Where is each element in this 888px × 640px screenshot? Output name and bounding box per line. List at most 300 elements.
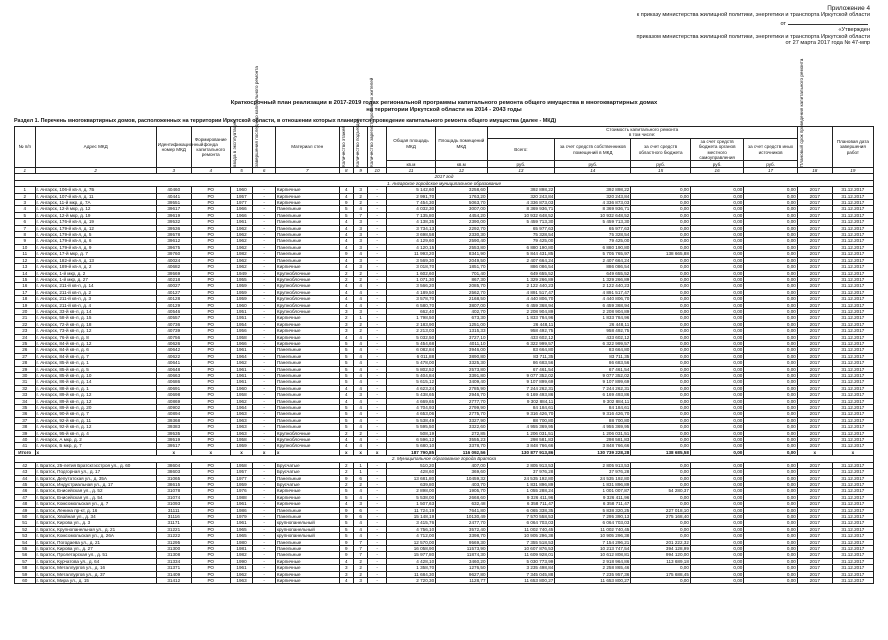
table-cell: 1276,50	[436, 565, 487, 571]
table-cell: 5 680,10	[386, 443, 435, 449]
table-cell: 31222	[156, 533, 191, 539]
table-cell: 2085,70	[436, 283, 487, 289]
table-cell: -	[368, 545, 386, 551]
table-cell: 2 898,00	[386, 488, 435, 494]
table-cell: 1 507,63	[386, 501, 435, 507]
table-cell: г. Ангарск, 92-й кв-л, д. 12	[35, 424, 156, 430]
table-cell: 4	[353, 379, 367, 385]
table-cell: РО	[191, 276, 230, 282]
header-fund: Формирование фонда капитального ремонта	[191, 127, 230, 168]
table-cell: 6 358 711,47	[487, 501, 555, 507]
table-cell: 9 302 884,11	[487, 398, 555, 404]
table-cell: 4	[339, 296, 353, 302]
table-cell: 701,40	[436, 270, 487, 276]
table-cell: 0,00	[690, 494, 743, 500]
table-cell: x	[339, 449, 353, 455]
table-cell: 2	[339, 315, 353, 321]
table-cell: 3	[353, 238, 367, 244]
table-cell: 40129	[156, 302, 191, 308]
table-cell: 2 407 664,24	[555, 257, 631, 263]
table-cell: -	[253, 424, 276, 430]
table-cell: Крупноблочные	[275, 296, 339, 302]
table-cell: -	[253, 232, 276, 238]
table-cell: 9 302 884,11	[555, 398, 631, 404]
header-entrances-label: Количество подъездов	[354, 118, 360, 167]
table-cell: г. Ангарск, 211-й кв-л, д. 14	[35, 283, 156, 289]
table-cell: 31.12.2017	[832, 462, 873, 468]
table-cell: 4	[353, 366, 367, 372]
table-cell: 0,00	[744, 225, 797, 231]
table-cell: -	[368, 340, 386, 346]
appendix-title: Приложение 4	[827, 5, 870, 12]
table-cell: 2	[353, 481, 367, 487]
table-cell: 0,00	[631, 475, 691, 481]
table-cell: 49	[15, 507, 36, 513]
header-completion: Плановая дата завершения работ	[832, 127, 873, 168]
table-cell: г. Ангарск, 76-й кв-л, д. 8	[35, 334, 156, 340]
table-cell: 2049,50	[436, 257, 487, 263]
table-cell: 4	[353, 302, 367, 308]
table-cell: 0,00	[690, 392, 743, 398]
table-cell: 5	[339, 206, 353, 212]
table-cell: Панельные	[275, 366, 339, 372]
table-cell: РО	[191, 200, 230, 206]
table-cell: -	[253, 437, 276, 443]
table-cell: 21	[15, 315, 36, 321]
table-cell: 0,00	[631, 379, 691, 385]
table-cell: 31.12.2017	[832, 264, 873, 270]
table-cell: 11 653 800,27	[487, 578, 555, 584]
table-cell: г. Ангарск, 1-й мкр, д. 27	[35, 276, 156, 282]
table-cell: 4	[353, 411, 367, 417]
table-cell: 1988	[230, 494, 253, 500]
table-cell: 55	[15, 545, 36, 551]
table-cell: 0,00	[690, 539, 743, 545]
table-cell: г. Ангарск, 72-й кв-л, д. 18	[35, 321, 156, 327]
header-address: Адрес МКД	[35, 127, 156, 168]
table-cell: Кирпичные	[275, 565, 339, 571]
table-cell: 1955	[230, 276, 253, 282]
table-cell: 0,00	[690, 360, 743, 366]
table-cell: -	[368, 398, 386, 404]
table-cell: 2553,80	[436, 244, 487, 250]
table-cell: 2017	[797, 193, 832, 199]
table-cell: РО	[191, 379, 230, 385]
table-cell: г. Ангарск, 88-й кв-л, д. 1	[35, 385, 156, 391]
table-cell: 11	[386, 168, 435, 174]
table-cell: 2017	[797, 481, 832, 487]
table-cell: РО	[191, 488, 230, 494]
table-cell: Панельные	[275, 219, 339, 225]
table-cell: 9 107 899,69	[487, 379, 555, 385]
table-cell: 1 055 288,24	[487, 488, 555, 494]
table-cell: -	[368, 232, 386, 238]
table-cell: 3	[353, 264, 367, 270]
table-cell: 2	[353, 321, 367, 327]
table-cell: -	[253, 501, 276, 507]
table-cell: Кирпичные	[275, 578, 339, 584]
table-cell: 4	[353, 251, 367, 257]
table-cell: 8 369 936,71	[555, 206, 631, 212]
table-cell: 0,00	[744, 526, 797, 532]
table-cell: 24	[15, 334, 36, 340]
table-cell: 1977	[230, 475, 253, 481]
table-cell: 0,00	[631, 578, 691, 584]
table-cell: 1949	[230, 270, 253, 276]
table-cell: 54 280,37	[631, 488, 691, 494]
table-cell: x	[156, 449, 191, 455]
table-cell: 994 120,00	[631, 552, 691, 558]
table-cell: 83 711,35	[555, 353, 631, 359]
table-cell: 15 977,80	[386, 552, 435, 558]
table-cell: РО	[191, 545, 230, 551]
table-cell: 4 891 517,47	[487, 289, 555, 295]
table-cell: 31.12.2017	[832, 475, 873, 481]
table-cell: 3807,00	[436, 302, 487, 308]
table-cell: 0,00	[690, 315, 743, 321]
table-cell: 4 129,60	[386, 238, 435, 244]
table-cell: 31.12.2017	[832, 392, 873, 398]
table-cell: 1961	[230, 366, 253, 372]
table-cell: 39617	[156, 206, 191, 212]
approval-date-line	[585, 19, 870, 27]
table-cell: 15 148,19	[386, 513, 435, 519]
table-cell: Панельные	[275, 552, 339, 558]
table-cell: 5	[339, 494, 353, 500]
table-cell: крупнопанельный	[275, 520, 339, 526]
table-cell: 433 602,12	[555, 334, 631, 340]
table-cell: 45	[15, 481, 36, 487]
table-cell: РО	[191, 475, 230, 481]
table-cell: 1	[15, 168, 36, 174]
table-cell: 83 711,35	[487, 353, 555, 359]
table-cell: 18	[797, 168, 832, 174]
table-cell: 0,00	[631, 481, 691, 487]
table-cell: 2	[15, 193, 36, 199]
table-cell: г. Братск, Кирова ул., д. 3	[35, 520, 156, 526]
table-cell: 0,00	[744, 475, 797, 481]
table-cell: 0,00	[744, 385, 797, 391]
table-cell: 31.12.2017	[832, 244, 873, 250]
table-cell: 31.12.2017	[832, 187, 873, 193]
table-cell: 58	[15, 565, 36, 571]
table-cell: 201 222,32	[631, 539, 691, 545]
table-cell: 7641,80	[436, 507, 487, 513]
table-cell: 2017	[797, 398, 832, 404]
table-cell: г. Братск, Металлургов ул., д. 37	[35, 571, 156, 577]
table-cell: г. Ангарск, 189-й кв-л, д. 2	[35, 264, 156, 270]
table-cell: -	[368, 366, 386, 372]
table-cell: -	[253, 462, 276, 468]
table-cell: 0,00	[631, 392, 691, 398]
table-cell: -	[368, 270, 386, 276]
table-cell: 67 461,54	[487, 366, 555, 372]
table-cell: 2 213,03	[386, 328, 435, 334]
table-cell: x	[253, 449, 276, 455]
table-cell: 5	[339, 366, 353, 372]
table-cell: 2017	[797, 565, 832, 571]
table-cell: 6 459 368,94	[487, 302, 555, 308]
table-cell: 958 492,75	[555, 328, 631, 334]
approval-stamp	[585, 6, 870, 46]
table-cell: -	[253, 513, 276, 519]
header-other: за счет средств иных источников	[744, 138, 797, 161]
header-total: Всего:	[487, 138, 555, 161]
table-cell: г. Братск, Индустриальная ул., д. 17	[35, 481, 156, 487]
table-cell: 31.12.2017	[832, 571, 873, 577]
table-cell: 7 154 296,21	[555, 539, 631, 545]
table-cell: Кирпичные	[275, 321, 339, 327]
table-cell: 1 358,70	[386, 565, 435, 571]
table-cell: 2017	[797, 238, 832, 244]
table-cell: 6 596,12	[386, 437, 435, 443]
table-cell: г. Ангарск, 1-й мкр, д. 2	[35, 270, 156, 276]
table-cell: 29	[15, 366, 36, 372]
table-cell: 0,00	[744, 443, 797, 449]
table-cell: 2590,40	[436, 238, 487, 244]
table-cell: -	[253, 539, 276, 545]
table-cell: 40756	[156, 334, 191, 340]
table-cell: 2017	[797, 526, 832, 532]
table-cell: г. Братск, Комсомольская ул., д. 26А	[35, 533, 156, 539]
table-cell: 5	[15, 212, 36, 218]
table-cell: 1960	[230, 302, 253, 308]
table-cell: 2	[353, 200, 367, 206]
table-cell: 13 681,80	[386, 475, 435, 481]
table-cell: 17	[744, 168, 797, 174]
table-cell: 3 698,58	[386, 232, 435, 238]
table-cell: 40642	[156, 347, 191, 353]
unit-cell: руб.	[744, 161, 797, 168]
table-cell: 0,00	[631, 257, 691, 263]
unit-cell: руб.	[631, 161, 691, 168]
table-cell: 0,00	[690, 462, 743, 468]
table-cell: 0,00	[631, 347, 691, 353]
table-cell: РО	[191, 193, 230, 199]
table-cell: 0,00	[631, 533, 691, 539]
table-cell: 0,00	[744, 398, 797, 404]
table-cell: 2 183,90	[386, 321, 435, 327]
table-cell: 31.12.2017	[832, 437, 873, 443]
table-cell: 2017	[797, 360, 832, 366]
table-cell: 31.12.2017	[832, 558, 873, 564]
table-cell: 65 977,63	[487, 225, 555, 231]
table-cell: 31412	[156, 578, 191, 584]
table-cell: 1962	[230, 360, 253, 366]
table-cell: Панельные	[275, 539, 339, 545]
table-body	[15, 168, 874, 584]
table-cell: 0,00	[690, 513, 743, 519]
table-cell: Брусчатые	[275, 462, 339, 468]
table-cell: 6 322 999,57	[487, 340, 555, 346]
table-cell: 4	[353, 488, 367, 494]
table-cell: 1962	[230, 398, 253, 404]
table-cell: 11 724,19	[386, 507, 435, 513]
table-cell: 3	[339, 308, 353, 314]
table-cell: 2017	[797, 469, 832, 475]
table-cell: 2168,50	[436, 296, 487, 302]
table-cell: 88 700,80	[555, 417, 631, 423]
table-cell: 2 258 865,46	[555, 565, 631, 571]
table-cell: РО	[191, 289, 230, 295]
table-cell: 0,00	[744, 251, 797, 257]
table-cell: 1982	[230, 552, 253, 558]
table-cell: 2775,70	[436, 411, 487, 417]
table-cell: 2017	[797, 232, 832, 238]
table-cell: 19	[15, 302, 36, 308]
table-cell: 5 705 765,97	[555, 251, 631, 257]
table-cell: 0,00	[744, 334, 797, 340]
table-cell: РО	[191, 212, 230, 218]
table-cell: 12	[15, 257, 36, 263]
table-cell: 4	[339, 302, 353, 308]
table-cell: -	[253, 244, 276, 250]
table-cell: 7 570 558,53	[487, 513, 555, 519]
table-cell: 2 805 913,53	[487, 462, 555, 468]
table-cell: -	[368, 469, 386, 475]
table-cell: 2017	[797, 206, 832, 212]
table-cell: -	[368, 373, 386, 379]
table-cell: 40902	[156, 405, 191, 411]
table-cell: 0,00	[631, 206, 691, 212]
table-cell: -	[253, 334, 276, 340]
table-cell: 2017	[797, 353, 832, 359]
table-cell: 31.12.2017	[832, 315, 873, 321]
table-cell: 0,00	[744, 578, 797, 584]
table-cell: 10	[15, 244, 36, 250]
table-cell: 31.12.2017	[832, 321, 873, 327]
table-cell: 31.12.2017	[832, 296, 873, 302]
table-cell: 0,00	[744, 315, 797, 321]
heading-line: Краткосрочный план реализации в 2017-2019 годах региональной программы капитального ремонта общего имущества в многоквартирных домах	[230, 100, 658, 106]
table-cell: 6 064 703,03	[555, 520, 631, 526]
table-cell: 32	[15, 385, 36, 391]
table-cell: 0,00	[690, 571, 743, 577]
table-cell: 3	[353, 257, 367, 263]
table-cell: 31.12.2017	[832, 417, 873, 423]
table-cell: 39569	[156, 270, 191, 276]
table-cell: Крупноблочные	[275, 308, 339, 314]
table-cell: 33	[15, 392, 36, 398]
table-cell: 6 065 338,35	[487, 507, 555, 513]
table-cell: 0,00	[690, 206, 743, 212]
table-cell: 639,80	[386, 481, 435, 487]
table-cell: 31.12.2017	[832, 366, 873, 372]
table-cell: x	[368, 449, 386, 455]
table-cell: 392 898,22	[487, 187, 555, 193]
table-cell: 298 581,83	[555, 437, 631, 443]
table-cell: 4	[15, 206, 36, 212]
table-cell: 2017	[797, 494, 832, 500]
table-cell: 0,00	[690, 244, 743, 250]
table-cell: 1951	[230, 308, 253, 314]
table-cell: 0,00	[744, 533, 797, 539]
table-cell: 0,00	[744, 507, 797, 513]
table-cell: 4	[339, 193, 353, 199]
section-title: Раздел 1. Перечень многоквартирных домов, расположенных на территории Иркутской области, в отношении которых планируется проведение капитального ремонта общего имущества (далее - МКД)	[14, 118, 557, 124]
table-cell: 79 425,00	[555, 238, 631, 244]
table-cell: 6 322 999,57	[555, 340, 631, 346]
table-cell: г. Ангарск, 95-й кв-л, д. 4	[35, 430, 156, 436]
table-cell: 5 838 320,25	[555, 507, 631, 513]
table-cell: 5 595,50	[386, 424, 435, 430]
table-cell: -	[368, 385, 386, 391]
header-cost-group	[487, 127, 797, 139]
table-cell: 1 206 031,51	[555, 430, 631, 436]
table-cell: 2017	[797, 347, 832, 353]
table-cell: -	[368, 321, 386, 327]
table-cell: 0,00	[690, 270, 743, 276]
table-cell: 2	[339, 430, 353, 436]
heading-line: на территории Иркутской области на 2014 - 2043 годы	[366, 107, 522, 113]
table-cell: 4 669,65	[386, 398, 435, 404]
table-cell: крупнопанельный	[275, 533, 339, 539]
table-cell: -	[253, 494, 276, 500]
table-cell: РО	[191, 526, 230, 532]
table-cell: 16 058,90	[386, 545, 435, 551]
table-cell: 7	[15, 225, 36, 231]
table-cell: 2 805 913,53	[555, 462, 631, 468]
table-cell: 40557	[156, 315, 191, 321]
table-cell: 6 580,70	[386, 302, 435, 308]
table-cell: 0,00	[690, 334, 743, 340]
table-cell: г. Ангарск, 179-й кв-л, д. 6	[35, 238, 156, 244]
table-cell: Кирпичные	[275, 187, 339, 193]
table-cell: 4 428,10	[386, 558, 435, 564]
table-cell: 0,00	[631, 526, 691, 532]
table-cell: 31.12.2017	[832, 276, 873, 282]
table-cell: 0,00	[690, 308, 743, 314]
table-cell: 48	[15, 501, 36, 507]
table-cell: 31.12.2017	[832, 373, 873, 379]
table-cell: 0,00	[631, 353, 691, 359]
table-cell: -	[368, 379, 386, 385]
table-cell: РО	[191, 437, 230, 443]
table-cell: -	[253, 321, 276, 327]
table-cell: РО	[191, 373, 230, 379]
table-cell: 5	[339, 340, 353, 346]
table-cell: -	[253, 565, 276, 571]
table-cell: 31.12.2017	[832, 507, 873, 513]
table-cell: 0,00	[631, 417, 691, 423]
table-cell: 31.12.2017	[832, 251, 873, 257]
table-cell: 113 689,18	[631, 558, 691, 564]
table-cell: 8341,90	[436, 251, 487, 257]
table-cell: 1958	[230, 462, 253, 468]
table-cell: x	[230, 449, 253, 455]
table-cell: 31.12.2017	[832, 481, 873, 487]
table-cell: 1957	[230, 469, 253, 475]
table-cell: 3	[353, 187, 367, 193]
table-cell: 0,00	[690, 251, 743, 257]
table-cell: 31.12.2017	[832, 488, 873, 494]
table-cell: 0,00	[744, 469, 797, 475]
table-cell: 510,20	[386, 462, 435, 468]
table-cell: 31078	[156, 488, 191, 494]
header-entrances	[353, 118, 367, 168]
table-cell: 31.12.2017	[832, 283, 873, 289]
table-cell: 2017	[797, 334, 832, 340]
table-cell: 0,00	[744, 296, 797, 302]
handwritten-signature	[788, 19, 868, 25]
table-cell: 5 032,50	[386, 334, 435, 340]
table-cell: 31308	[156, 552, 191, 558]
table-cell: 0,00	[631, 424, 691, 430]
unit-cell: руб.	[555, 161, 631, 168]
table-cell: 0,00	[744, 193, 797, 199]
table-cell: 9 316 426,70	[487, 411, 555, 417]
table-cell: Крупноблочные	[275, 283, 339, 289]
